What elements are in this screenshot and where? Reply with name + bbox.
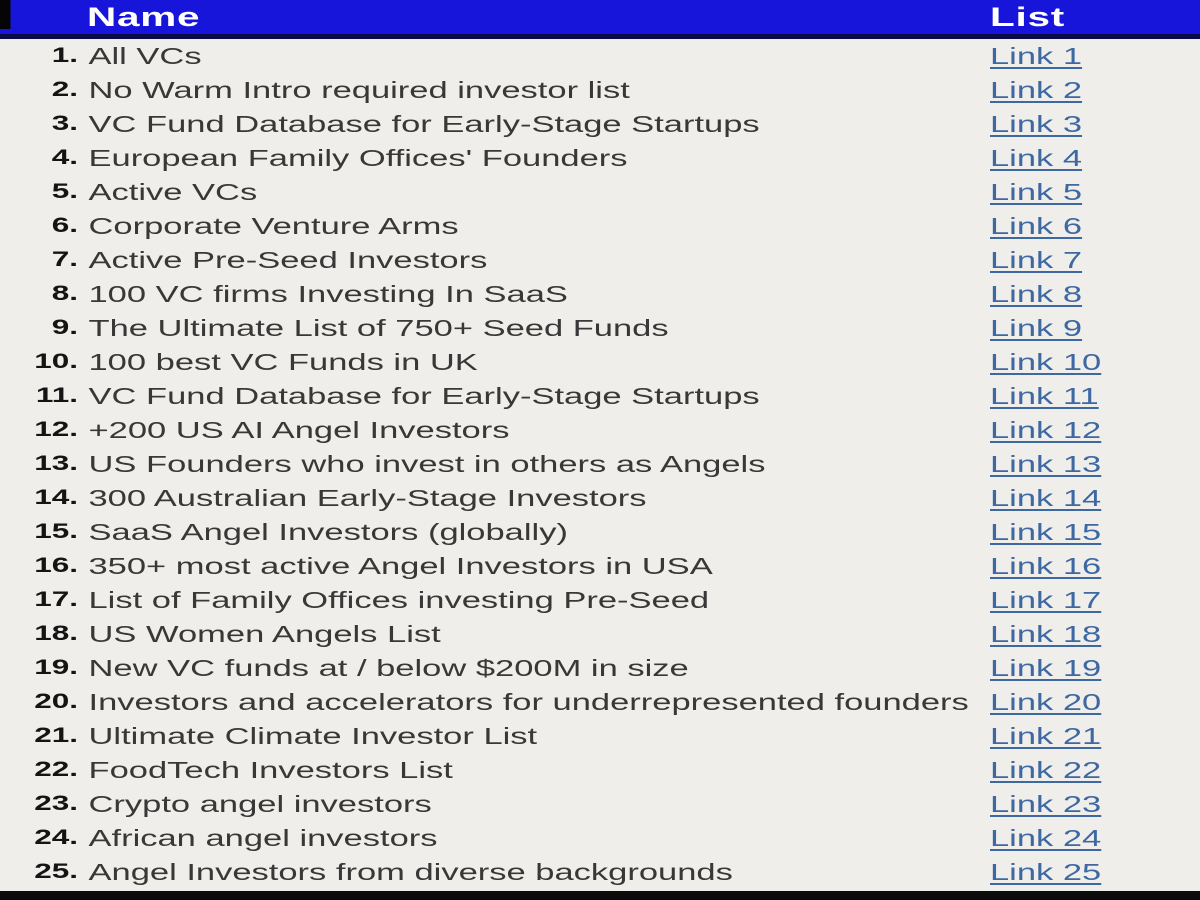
row-name: European Family Offices' Founders	[88, 144, 628, 171]
row-number: 3.	[51, 112, 78, 135]
row-number: 9.	[51, 316, 78, 339]
table-row	[0, 141, 1200, 175]
row-number: 23.	[34, 792, 78, 815]
column-header-name: Name	[87, 2, 201, 32]
table-row	[0, 515, 1200, 549]
column-header-list: List	[990, 2, 1066, 32]
table-row	[0, 549, 1200, 583]
row-number: 4.	[51, 146, 78, 169]
row-number: 1.	[51, 44, 78, 67]
row-name: 100 best VC Funds in UK	[88, 348, 478, 375]
row-number: 7.	[51, 248, 78, 271]
table-row	[0, 447, 1200, 481]
row-number: 14.	[34, 486, 78, 509]
row-name: 350+ most active Angel Investors in USA	[88, 552, 713, 579]
table-body	[0, 39, 1200, 889]
row-name: Investors and accelerators for underrepresented founders	[88, 688, 969, 715]
row-link[interactable]: Link 21	[990, 722, 1102, 749]
row-name: No Warm Intro required investor list	[88, 76, 630, 103]
row-number: 22.	[34, 758, 78, 781]
row-link[interactable]: Link 15	[990, 518, 1102, 545]
row-number: 24.	[34, 826, 78, 849]
row-number: 16.	[34, 554, 78, 577]
row-name: Ultimate Climate Investor List	[88, 722, 538, 749]
table-row	[0, 413, 1200, 447]
row-link[interactable]: Link 5	[990, 178, 1083, 205]
table-row	[0, 583, 1200, 617]
row-number: 15.	[34, 520, 78, 543]
row-link[interactable]: Link 1	[990, 42, 1083, 69]
table-row	[0, 855, 1200, 889]
table-row	[0, 821, 1200, 855]
row-link[interactable]: Link 17	[990, 586, 1102, 613]
corner-notch	[0, 0, 11, 29]
row-number: 10.	[34, 350, 78, 373]
row-link[interactable]: Link 2	[990, 76, 1083, 103]
row-number: 21.	[34, 724, 78, 747]
table-row	[0, 617, 1200, 651]
row-link[interactable]: Link 24	[990, 824, 1102, 851]
table-row	[0, 379, 1200, 413]
table-row	[0, 277, 1200, 311]
row-link[interactable]: Link 23	[990, 790, 1102, 817]
row-number: 12.	[34, 418, 78, 441]
row-name: FoodTech Investors List	[88, 756, 453, 783]
row-number: 8.	[51, 282, 78, 305]
row-name: VC Fund Database for Early-Stage Startups	[88, 382, 760, 409]
row-link[interactable]: Link 16	[990, 552, 1102, 579]
table-row	[0, 787, 1200, 821]
table-row	[0, 107, 1200, 141]
row-name: VC Fund Database for Early-Stage Startups	[88, 110, 760, 137]
table-row	[0, 345, 1200, 379]
table-header	[0, 0, 1200, 34]
row-number: 13.	[34, 452, 78, 475]
table-row	[0, 719, 1200, 753]
row-name: +200 US AI Angel Investors	[88, 416, 510, 443]
row-name: Active Pre-Seed Investors	[88, 246, 488, 273]
row-number: 5.	[51, 180, 78, 203]
row-link[interactable]: Link 9	[990, 314, 1083, 341]
table-row	[0, 685, 1200, 719]
row-link[interactable]: Link 7	[990, 246, 1083, 273]
row-link[interactable]: Link 6	[990, 212, 1083, 239]
row-link[interactable]: Link 4	[990, 144, 1083, 171]
row-name: Active VCs	[88, 178, 258, 205]
row-link[interactable]: Link 11	[990, 382, 1099, 409]
row-link[interactable]: Link 13	[990, 450, 1102, 477]
row-number: 6.	[51, 214, 78, 237]
row-name: African angel investors	[88, 824, 438, 851]
row-number: 17.	[34, 588, 78, 611]
row-number: 2.	[51, 78, 78, 101]
row-link[interactable]: Link 3	[990, 110, 1083, 137]
row-link[interactable]: Link 20	[990, 688, 1102, 715]
bottom-bar	[0, 891, 1200, 900]
row-name: The Ultimate List of 750+ Seed Funds	[88, 314, 669, 341]
table-row	[0, 311, 1200, 345]
table-row	[0, 243, 1200, 277]
row-name: Angel Investors from diverse backgrounds	[88, 858, 733, 885]
row-name: Corporate Venture Arms	[88, 212, 459, 239]
row-number: 25.	[34, 860, 78, 883]
row-number: 20.	[34, 690, 78, 713]
row-name: SaaS Angel Investors (globally)	[88, 518, 568, 545]
table-row	[0, 209, 1200, 243]
table-row	[0, 481, 1200, 515]
row-link[interactable]: Link 19	[990, 654, 1102, 681]
row-name: Crypto angel investors	[88, 790, 432, 817]
row-link[interactable]: Link 8	[990, 280, 1083, 307]
row-link[interactable]: Link 12	[990, 416, 1102, 443]
table-row	[0, 175, 1200, 209]
row-name: US Founders who invest in others as Angels	[88, 450, 766, 477]
row-number: 11.	[35, 384, 78, 407]
row-link[interactable]: Link 10	[990, 348, 1102, 375]
table-row	[0, 73, 1200, 107]
row-name: List of Family Offices investing Pre-Seed	[88, 586, 710, 613]
row-number: 19.	[34, 656, 78, 679]
row-name: 100 VC firms Investing In SaaS	[88, 280, 568, 307]
row-name: US Women Angels List	[88, 620, 441, 647]
row-number: 18.	[34, 622, 78, 645]
table-row	[0, 753, 1200, 787]
row-link[interactable]: Link 14	[990, 484, 1102, 511]
row-name: All VCs	[88, 42, 202, 69]
row-name: New VC funds at / below $200M in size	[88, 654, 689, 681]
table-row	[0, 651, 1200, 685]
row-name: 300 Australian Early-Stage Investors	[88, 484, 647, 511]
row-link[interactable]: Link 18	[990, 620, 1102, 647]
row-link[interactable]: Link 25	[990, 858, 1102, 885]
table-row	[0, 39, 1200, 73]
row-link[interactable]: Link 22	[990, 756, 1102, 783]
